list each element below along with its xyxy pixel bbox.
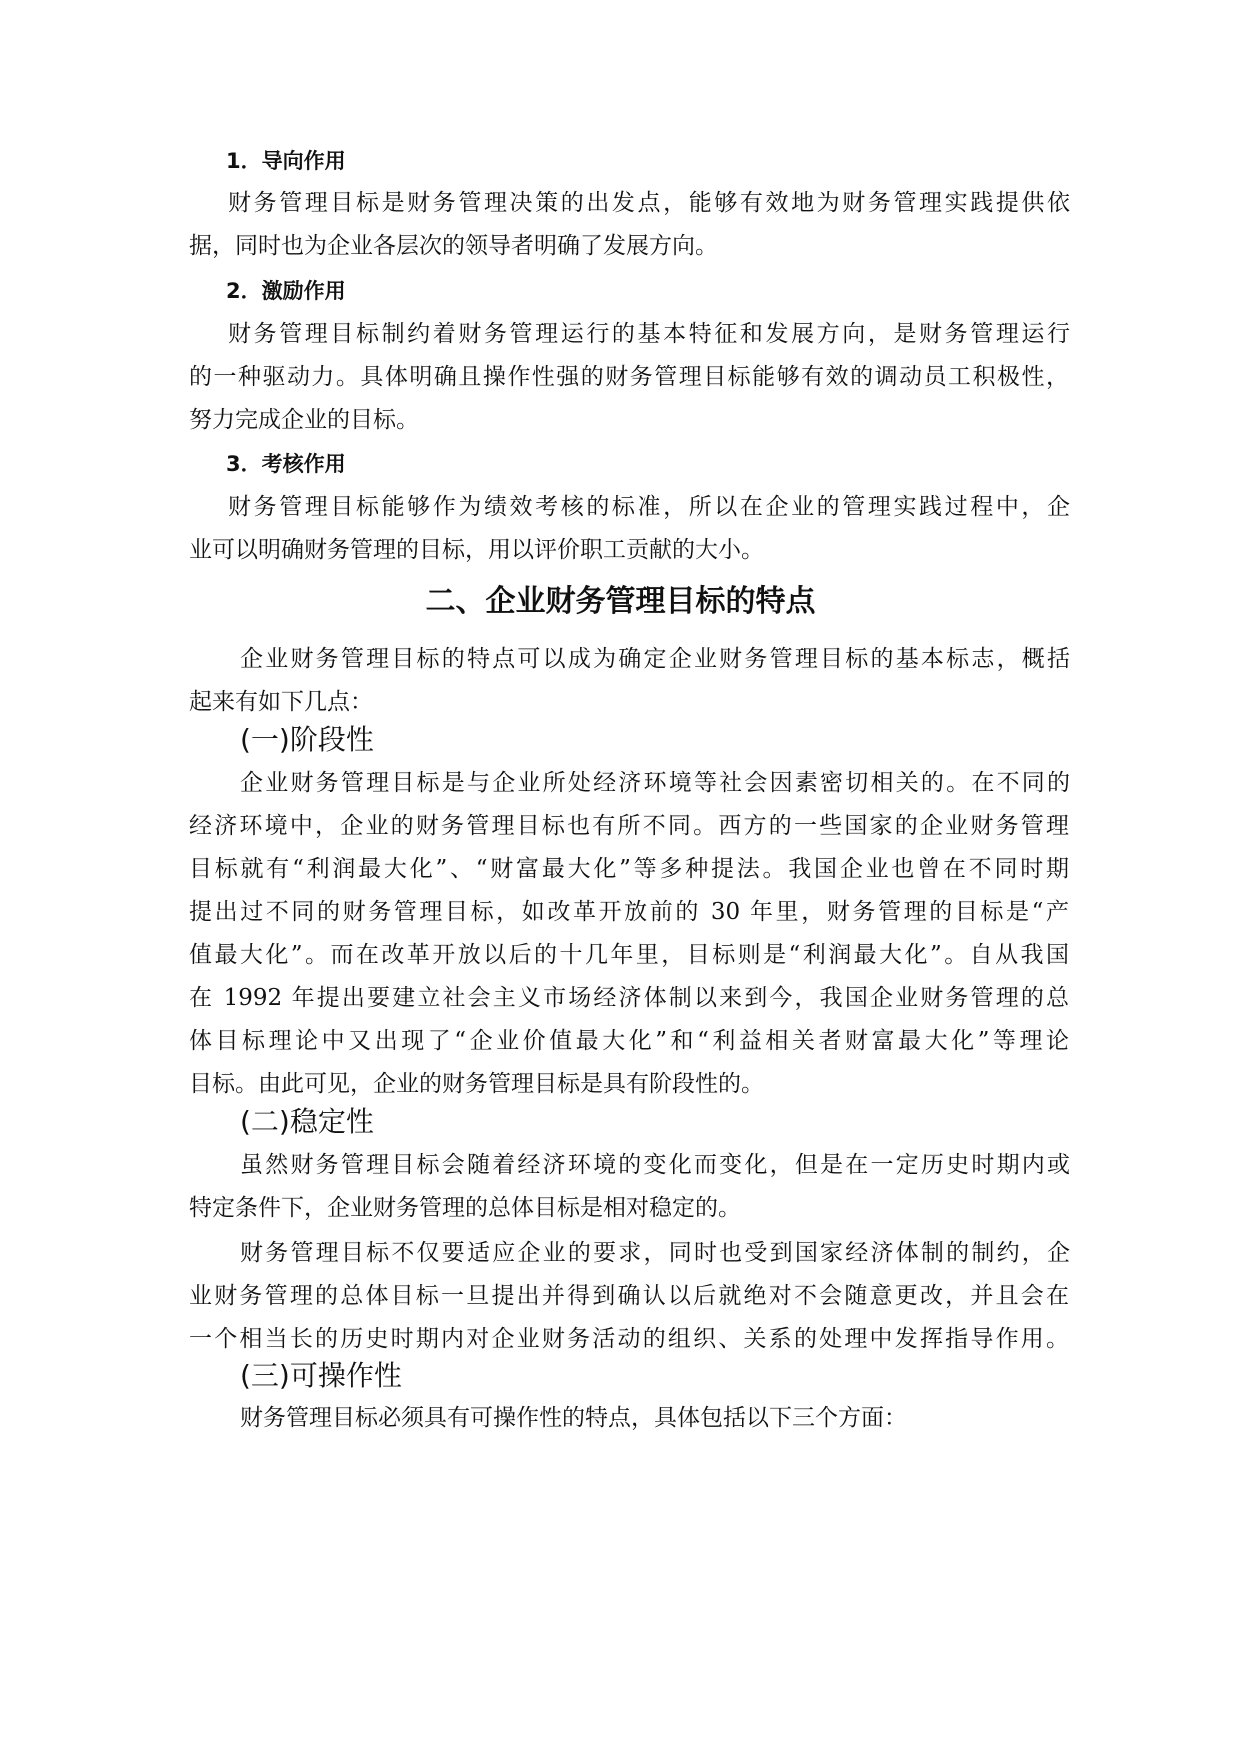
subtitle-stability: (二)稳定性 [240, 1105, 374, 1138]
paragraph-line: 经济环境中，企业的财务管理目标也有所不同。西方的一些国家的企业财务管理 [189, 813, 1069, 839]
paragraph-line: 据，同时也为企业各层次的领导者明确了发展方向。 [189, 233, 718, 259]
paragraph-line: 财务管理目标是财务管理决策的出发点，能够有效地为财务管理实践提供依 [228, 190, 1070, 216]
paragraph-line: 提出过不同的财务管理目标，如改革开放前的 30 年里，财务管理的目标是“产 [189, 899, 1069, 925]
heading-incentive-role: 2．激励作用 [226, 279, 346, 303]
paragraph-line: 企业财务管理目标的特点可以成为确定企业财务管理目标的基本标志，概括 [240, 646, 1070, 672]
paragraph-line: 目标。由此可见，企业的财务管理目标是具有阶段性的。 [189, 1071, 764, 1097]
heading-guiding-role: 1．导向作用 [226, 149, 346, 173]
paragraph-line: 体目标理论中又出现了“企业价值最大化”和“利益相关者财富最大化”等理论 [189, 1028, 1069, 1054]
section-title: 二、企业财务管理目标的特点 [425, 584, 816, 619]
heading-assessment-role: 3．考核作用 [226, 452, 346, 476]
paragraph-line: 虽然财务管理目标会随着经济环境的变化而变化，但是在一定历史时期内或 [240, 1152, 1070, 1178]
paragraph-line: 财务管理目标不仅要适应企业的要求，同时也受到国家经济体制的制约，企 [240, 1240, 1070, 1266]
paragraph-line: 财务管理目标制约着财务管理运行的基本特征和发展方向，是财务管理运行 [228, 321, 1070, 347]
paragraph-line: 值最大化”。而在改革开放以后的十几年里，目标则是“利润最大化”。自从我国 [189, 942, 1069, 968]
paragraph-line: 业可以明确财务管理的目标，用以评价职工贡献的大小。 [189, 537, 764, 563]
paragraph-line: 目标就有“利润最大化”、“财富最大化”等多种提法。我国企业也曾在不同时期 [189, 856, 1069, 882]
paragraph-line: 起来有如下几点： [189, 689, 373, 715]
subtitle-operability: (三)可操作性 [240, 1359, 402, 1392]
paragraph-line: 业财务管理的总体目标一旦提出并得到确认以后就绝对不会随意更改，并且会在 [189, 1283, 1069, 1309]
paragraph-line: 企业财务管理目标是与企业所处经济环境等社会因素密切相关的。在不同的 [240, 770, 1070, 796]
paragraph-line: 财务管理目标必须具有可操作性的特点，具体包括以下三个方面： [240, 1405, 907, 1431]
paragraph-line: 在 1992 年提出要建立社会主义市场经济体制以来到今，我国企业财务管理的总 [189, 985, 1069, 1011]
paragraph-line: 特定条件下，企业财务管理的总体目标是相对稳定的。 [189, 1195, 741, 1221]
paragraph-line: 的一种驱动力。具体明确且操作性强的财务管理目标能够有效的调动员工积极性， [189, 364, 1069, 390]
subtitle-stage-nature: (一)阶段性 [240, 723, 374, 756]
paragraph-line: 努力完成企业的目标。 [189, 407, 419, 433]
paragraph-line: 财务管理目标能够作为绩效考核的标准，所以在企业的管理实践过程中，企 [228, 494, 1070, 520]
paragraph-line: 一个相当长的历史时期内对企业财务活动的组织、关系的处理中发挥指导作用。 [189, 1326, 1069, 1352]
